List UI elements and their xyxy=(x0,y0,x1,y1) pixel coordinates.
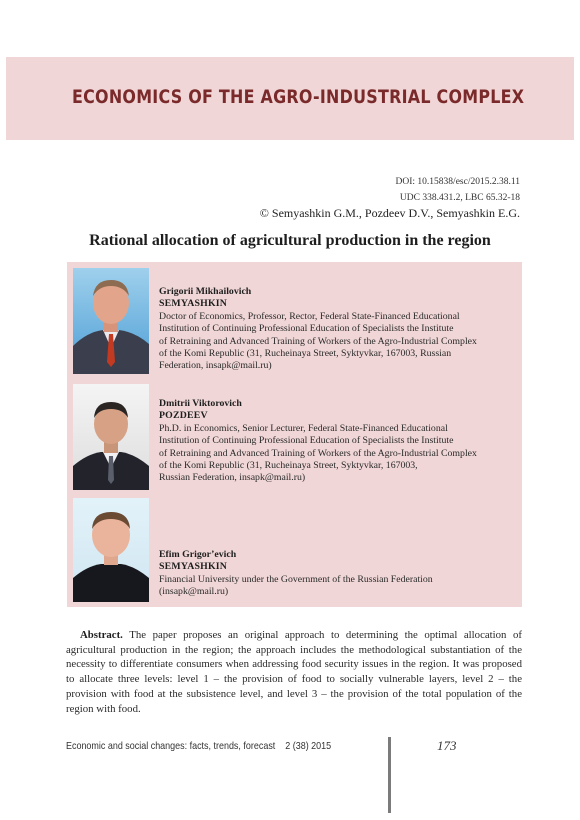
author-block-1 xyxy=(159,286,509,373)
author-block-2 xyxy=(159,398,509,485)
doi: DOI: 10.15838/esc/2015.2.38.11 xyxy=(395,177,520,187)
author-affiliation-line: Federation, insapk@mail.ru) xyxy=(159,360,272,372)
author-affiliation-line: Institution of Continuing Professional Education of Specialists the Institute xyxy=(159,435,454,447)
author-last-name: SEMYASHKIN xyxy=(159,298,228,310)
page-number: 173 xyxy=(437,738,457,753)
udc: UDC 338.431.2, LBC 65.32-18 xyxy=(399,193,520,203)
footer-journal-line xyxy=(66,741,331,752)
author-last-name: SEMYASHKIN xyxy=(159,561,228,573)
copyright-line: © Semyashkin G.M., Pozdeev D.V., Semyashkin E.G. xyxy=(259,206,520,220)
author-affiliation-line: of the Komi Republic (31, Rucheinaya Street, Syktyvkar, 167003, xyxy=(159,460,418,472)
author-last-name: POZDEEV xyxy=(159,410,208,422)
author-photo-pozdeev-dv xyxy=(73,384,149,490)
author-photo-semyashkin-gm xyxy=(73,268,149,374)
author-affiliation-line: (insapk@mail.ru) xyxy=(159,586,229,598)
author-first-name: Efim Grigor’evich xyxy=(159,549,237,560)
abstract-paragraph xyxy=(66,628,522,716)
author-affiliation-line: Ph.D. in Economics, Senior Lecturer, Federal State-Financed Educational xyxy=(159,422,448,434)
author-affiliation-line: of Retraining and Advanced Training of Workers of the Agro-Industrial Complex xyxy=(159,335,477,347)
author-first-name: Dmitrii Viktorovich xyxy=(159,398,242,409)
journal-name: Economic and social changes: facts, trends, forecast xyxy=(66,741,276,752)
author-affiliation-line: of Retraining and Advanced Training of Workers of the Agro-Industrial Complex xyxy=(159,447,477,459)
author-affiliation-line: Doctor of Economics, Professor, Rector, Federal State-Financed Educational xyxy=(159,310,460,322)
abstract-label: Abstract. xyxy=(80,629,123,641)
abstract-text: The paper proposes an original approach to determining the optimal allocation of agricultural production in the region; the approach includes the methodological substantiation of the necessity to differentiate consumers when addressing food security issues in the region. It was proposed to allocate three levels: level 1 – the provision of food to socially vulnerable layers, level 2 – the provision with food at the subsistence level, and level 3 – the provision of the total population of the region with food. xyxy=(66,629,522,715)
footer-divider xyxy=(388,737,391,813)
author-affiliation-line: Financial University under the Government of the Russian Federation xyxy=(159,573,433,585)
author-photo-semyashkin-eg xyxy=(73,498,149,602)
section-title: ECONOMICS OF THE AGRO-INDUSTRIAL COMPLEX xyxy=(72,87,525,108)
author-affiliation-line: Russian Federation, insapk@mail.ru) xyxy=(159,472,306,484)
journal-issue: 2 (38) 2015 xyxy=(285,741,332,752)
author-block-3 xyxy=(159,549,509,599)
author-affiliation-line: Institution of Continuing Professional Education of Specialists the Institute xyxy=(159,323,454,335)
article-title: Rational allocation of agricultural production in the region xyxy=(89,232,491,249)
author-affiliation-line: of the Komi Republic (31, Rucheinaya Street, Syktyvkar, 167003, Russian xyxy=(159,348,452,360)
author-first-name: Grigorii Mikhailovich xyxy=(159,286,252,297)
